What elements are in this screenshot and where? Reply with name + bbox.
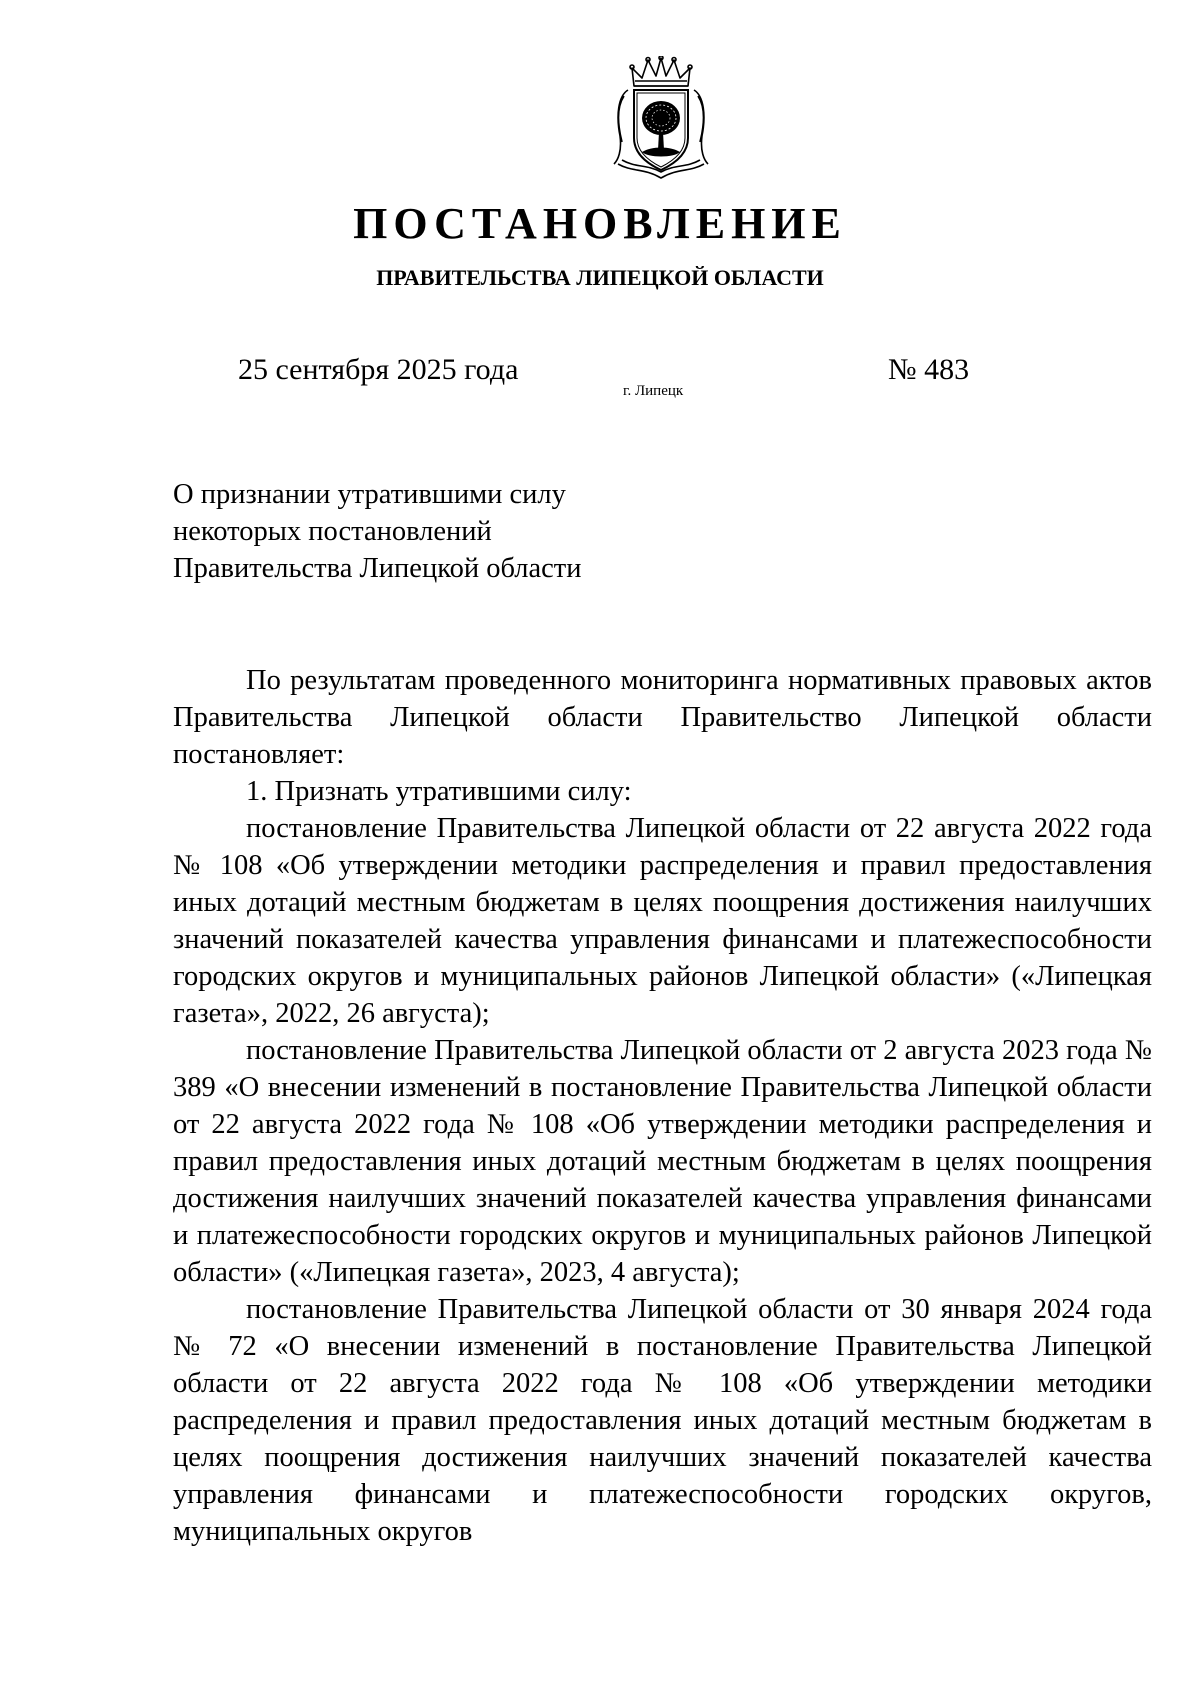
subject-line: некоторых постановлений <box>173 516 492 547</box>
issuing-authority: ПРАВИТЕЛЬСТВА ЛИПЕЦКОЙ ОБЛАСТИ <box>376 265 824 290</box>
body-paragraph: постановление Правительства Липецкой области от 30 января 2024 года № 72 «О внесении изменений в постановление Правительства Липецкой области от 22 августа 2022 года № 108 «Об утверждении методики распределения и правил предоставления иных дотаций местным бюджетам в целях поощрения достижения наилучших значений показателей качества управления финансами и платежеспособности городских округов, муниципальных округов <box>173 1294 1152 1547</box>
subject-line: О признании утратившими силу <box>173 479 566 510</box>
document-type-title: ПОСТАНОВЛЕНИЕ <box>353 199 847 248</box>
document-date: 25 сентября 2025 года <box>238 353 519 386</box>
body-paragraph: постановление Правительства Липецкой области от 22 августа 2022 года № 108 «Об утверждении методики распределения и правил предоставления иных дотаций местным бюджетам в целях поощрения достижения наилучших значений показателей качества управления финансами и платежеспособности городских округов и муниципальных районов Липецкой области» («Липецкая газета», 2022, 26 августа); <box>173 813 1152 1029</box>
coat-of-arms-icon <box>612 56 710 182</box>
body-paragraph: По результатам проведенного мониторинга нормативных правовых актов Правительства Липецкой области Правительство Липецкой области постановляет: <box>173 665 1152 770</box>
document-number: № 483 <box>888 353 970 386</box>
document-subject <box>173 476 773 587</box>
body-paragraph: 1. Признать утратившими силу: <box>246 776 632 807</box>
document-body <box>173 662 1152 1550</box>
body-paragraph: постановление Правительства Липецкой области от 2 августа 2023 года № 389 «О внесении изменений в постановление Правительства Липецкой области от 22 августа 2022 года № 108 «Об утверждении методики распределения и правил предоставления иных дотаций местным бюджетам в целях поощрения достижения наилучших значений показателей качества управления финансами и платежеспособности городских округов и муниципальных районов Липецкой области» («Липецкая газета», 2023, 4 августа); <box>173 1035 1152 1288</box>
document-place: г. Липецк <box>623 383 684 399</box>
subject-line: Правительства Липецкой области <box>173 553 582 584</box>
